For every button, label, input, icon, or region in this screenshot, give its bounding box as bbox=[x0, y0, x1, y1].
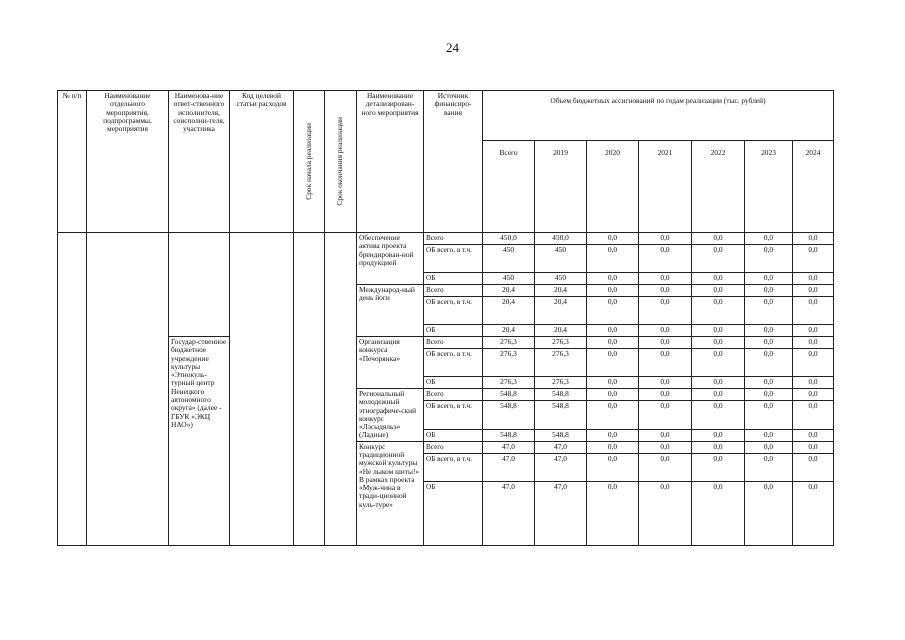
budget-value: 0,0 bbox=[587, 453, 639, 481]
budget-value: 0,0 bbox=[692, 349, 745, 377]
funding-source: Всего bbox=[424, 285, 483, 297]
event-name: Организация конкурса «Печорянка» bbox=[357, 337, 424, 389]
budget-value: 450 bbox=[483, 245, 535, 273]
budget-value: 0,0 bbox=[793, 453, 834, 481]
budget-value: 0,0 bbox=[639, 389, 692, 401]
budget-value: 0,0 bbox=[692, 337, 745, 349]
header-end-cell bbox=[325, 91, 357, 233]
funding-source: Всего bbox=[424, 337, 483, 349]
budget-value: 47,0 bbox=[535, 481, 587, 545]
budget-value: 0,0 bbox=[745, 377, 793, 389]
budget-value: 0,0 bbox=[639, 481, 692, 545]
budget-value: 0,0 bbox=[587, 401, 639, 429]
budget-value: 0,0 bbox=[692, 285, 745, 297]
budget-value: 0,0 bbox=[587, 245, 639, 273]
budget-value: 0,0 bbox=[587, 273, 639, 285]
budget-value: 0,0 bbox=[587, 233, 639, 245]
name-cell bbox=[87, 233, 169, 546]
budget-value: 276,3 bbox=[483, 337, 535, 349]
budget-value: 0,0 bbox=[692, 245, 745, 273]
budget-value: 450,0 bbox=[535, 233, 587, 245]
budget-value: 276,3 bbox=[483, 377, 535, 389]
budget-value: 450 bbox=[483, 273, 535, 285]
budget-value: 0,0 bbox=[639, 273, 692, 285]
budget-value: 548,8 bbox=[483, 401, 535, 429]
budget-value: 0,0 bbox=[639, 297, 692, 325]
header-year: 2019 bbox=[535, 141, 587, 233]
budget-value: 0,0 bbox=[692, 453, 745, 481]
budget-value: 0,0 bbox=[587, 389, 639, 401]
budget-value: 0,0 bbox=[745, 325, 793, 337]
budget-value: 0,0 bbox=[745, 245, 793, 273]
end-cell bbox=[325, 233, 357, 546]
budget-value: 548,8 bbox=[483, 389, 535, 401]
budget-value: 0,0 bbox=[793, 273, 834, 285]
budget-value: 0,0 bbox=[793, 377, 834, 389]
num-cell bbox=[58, 233, 87, 546]
budget-value: 20,4 bbox=[483, 297, 535, 325]
budget-value: 0,0 bbox=[692, 297, 745, 325]
event-name: Конкурс традиционной мужской культуры «Не лыком шиты!» В рамках проекта «Муж-чина в тради-ционной куль-туре» bbox=[357, 441, 424, 545]
event-name: Региональный молодежный этнографиче-ский конкурс «Лэсыдяльэ» (Ладные) bbox=[357, 389, 424, 442]
funding-source: Всего bbox=[424, 233, 483, 245]
budget-value: 548,8 bbox=[535, 401, 587, 429]
funding-source: ОБ всего, в т.ч. bbox=[424, 453, 483, 481]
funding-source: ОБ всего, в т.ч. bbox=[424, 245, 483, 273]
header-year: 2020 bbox=[587, 141, 639, 233]
budget-value: 47,0 bbox=[483, 481, 535, 545]
header-year: 2021 bbox=[639, 141, 692, 233]
budget-value: 0,0 bbox=[745, 429, 793, 441]
budget-value: 0,0 bbox=[745, 349, 793, 377]
budget-value: 0,0 bbox=[639, 441, 692, 453]
budget-value: 0,0 bbox=[587, 337, 639, 349]
budget-value: 0,0 bbox=[639, 325, 692, 337]
funding-source: ОБ всего, в т.ч. bbox=[424, 401, 483, 429]
budget-value: 0,0 bbox=[639, 377, 692, 389]
funding-source: Всего bbox=[424, 441, 483, 453]
budget-value: 0,0 bbox=[793, 297, 834, 325]
budget-value: 0,0 bbox=[793, 429, 834, 441]
budget-value: 0,0 bbox=[587, 285, 639, 297]
budget-value: 0,0 bbox=[793, 325, 834, 337]
budget-value: 0,0 bbox=[639, 401, 692, 429]
budget-value: 0,0 bbox=[793, 245, 834, 273]
header-year: 2023 bbox=[745, 141, 793, 233]
budget-value: 450 bbox=[535, 273, 587, 285]
budget-value: 20,4 bbox=[535, 297, 587, 325]
budget-value: 548,8 bbox=[535, 389, 587, 401]
budget-value: 0,0 bbox=[587, 297, 639, 325]
start-cell bbox=[294, 233, 325, 546]
budget-value: 0,0 bbox=[692, 233, 745, 245]
budget-value: 548,8 bbox=[483, 429, 535, 441]
budget-value: 0,0 bbox=[692, 273, 745, 285]
budget-value: 0,0 bbox=[745, 389, 793, 401]
budget-value: 0,0 bbox=[745, 273, 793, 285]
budget-value: 0,0 bbox=[639, 429, 692, 441]
budget-value: 0,0 bbox=[692, 325, 745, 337]
budget-value: 0,0 bbox=[692, 377, 745, 389]
budget-value: 0,0 bbox=[587, 481, 639, 545]
budget-value: 276,3 bbox=[535, 349, 587, 377]
budget-value: 0,0 bbox=[745, 441, 793, 453]
budget-value: 450,0 bbox=[483, 233, 535, 245]
budget-value: 0,0 bbox=[587, 377, 639, 389]
budget-value: 0,0 bbox=[745, 337, 793, 349]
executor-cell: Государ-ственное бюджетное учреждение культуры «Этнокуль-турный центр Ненецкого автономного округа» (далее - ГБУК «ЭКЦ НАО») bbox=[169, 337, 230, 546]
budget-value: 20,4 bbox=[483, 285, 535, 297]
code-cell bbox=[230, 233, 294, 546]
budget-value: 0,0 bbox=[793, 401, 834, 429]
event-name: Обеспечение актива проекта брендирован-ной продукцией bbox=[357, 233, 424, 285]
budget-value: 276,3 bbox=[535, 337, 587, 349]
budget-value: 47,0 bbox=[535, 441, 587, 453]
header-name: Наименование отдельного мероприятия, подпрограммы, мероприятия bbox=[87, 91, 169, 233]
table-row bbox=[58, 337, 834, 349]
budget-value: 0,0 bbox=[793, 441, 834, 453]
budget-value: 0,0 bbox=[745, 453, 793, 481]
header-code: Код целевой статьи расходов bbox=[230, 91, 294, 233]
budget-value: 20,4 bbox=[535, 285, 587, 297]
budget-value: 20,4 bbox=[483, 325, 535, 337]
budget-value: 0,0 bbox=[692, 389, 745, 401]
header-budget: Объем бюджетных ассигнований по годам реализации (тыс. рублей) bbox=[483, 91, 834, 141]
budget-value: 47,0 bbox=[535, 453, 587, 481]
budget-value: 0,0 bbox=[587, 429, 639, 441]
page-number: 24 bbox=[446, 40, 459, 55]
funding-source: ОБ bbox=[424, 273, 483, 285]
budget-value: 0,0 bbox=[639, 349, 692, 377]
budget-value: 0,0 bbox=[692, 441, 745, 453]
header-row-top bbox=[58, 91, 834, 141]
budget-value: 47,0 bbox=[483, 441, 535, 453]
budget-value: 0,0 bbox=[587, 325, 639, 337]
header-source: Источник финансиро-вания bbox=[424, 91, 483, 233]
budget-value: 0,0 bbox=[639, 285, 692, 297]
budget-value: 450 bbox=[535, 245, 587, 273]
budget-value: 0,0 bbox=[745, 297, 793, 325]
funding-source: ОБ всего, в т.ч. bbox=[424, 349, 483, 377]
budget-value: 0,0 bbox=[793, 481, 834, 545]
event-name: Международ-ный день йоги bbox=[357, 285, 424, 337]
budget-value: 548,8 bbox=[535, 429, 587, 441]
header-end: Срок окончания реализации bbox=[335, 117, 345, 206]
budget-value: 0,0 bbox=[793, 349, 834, 377]
budget-value: 0,0 bbox=[639, 453, 692, 481]
header-detail: Наименование детализирован-ного мероприятия bbox=[357, 91, 424, 233]
budget-value: 0,0 bbox=[793, 337, 834, 349]
funding-source: ОБ bbox=[424, 325, 483, 337]
budget-value: 0,0 bbox=[587, 349, 639, 377]
budget-value: 0,0 bbox=[639, 233, 692, 245]
budget-value: 276,3 bbox=[535, 377, 587, 389]
budget-value: 0,0 bbox=[639, 337, 692, 349]
budget-value: 0,0 bbox=[692, 481, 745, 545]
budget-value: 0,0 bbox=[793, 233, 834, 245]
budget-value: 20,4 bbox=[535, 325, 587, 337]
budget-value: 47,0 bbox=[483, 453, 535, 481]
funding-source: ОБ bbox=[424, 429, 483, 441]
header-year: Всего bbox=[483, 141, 535, 233]
funding-source: ОБ всего, в т.ч. bbox=[424, 297, 483, 325]
header-year: 2022 bbox=[692, 141, 745, 233]
budget-value: 0,0 bbox=[692, 401, 745, 429]
budget-value: 276,3 bbox=[483, 349, 535, 377]
header-start: Срок начала реализации bbox=[303, 123, 313, 200]
funding-source: ОБ bbox=[424, 481, 483, 545]
budget-value: 0,0 bbox=[587, 441, 639, 453]
header-num: № п/п bbox=[58, 91, 87, 233]
budget-table bbox=[57, 90, 834, 546]
budget-value: 0,0 bbox=[745, 285, 793, 297]
executor-cell-top bbox=[169, 233, 230, 337]
budget-value: 0,0 bbox=[745, 401, 793, 429]
funding-source: Всего bbox=[424, 389, 483, 401]
header-start-cell bbox=[294, 91, 325, 233]
budget-value: 0,0 bbox=[793, 285, 834, 297]
budget-value: 0,0 bbox=[745, 233, 793, 245]
header-year: 2024 bbox=[793, 141, 834, 233]
table-row bbox=[58, 233, 834, 245]
budget-value: 0,0 bbox=[793, 389, 834, 401]
budget-value: 0,0 bbox=[692, 429, 745, 441]
funding-source: ОБ bbox=[424, 377, 483, 389]
budget-value: 0,0 bbox=[745, 481, 793, 545]
header-executor: Наименова-ние ответ-ственного исполнителя, соисполни-теля, участника bbox=[169, 91, 230, 233]
budget-value: 0,0 bbox=[639, 245, 692, 273]
